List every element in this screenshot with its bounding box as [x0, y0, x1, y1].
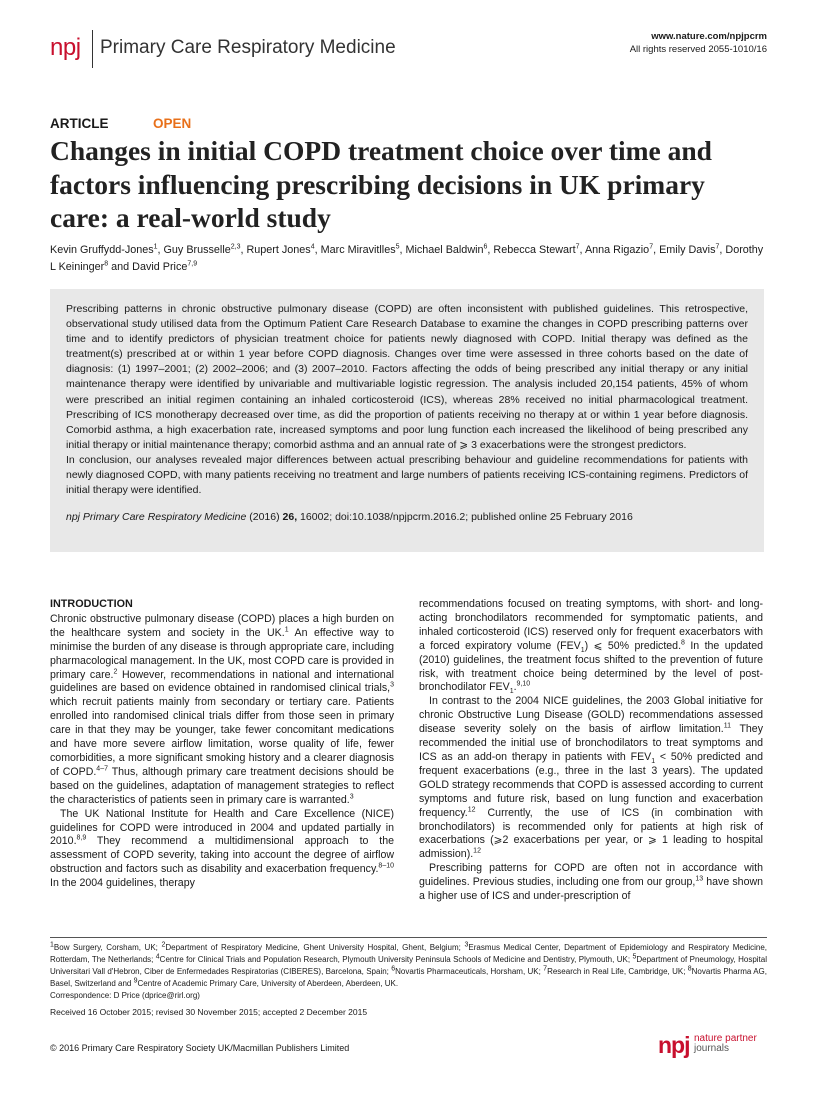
affiliation-text: Centre of Academic Primary Care, University of Aberdeen, Aberdeen, UK. [137, 979, 399, 988]
author: Anna Rigazio [584, 244, 650, 256]
body-paragraph: In contrast to the 2004 NICE guidelines, the 2003 Global initiative for chronic Obstructive Lung Disease (GOLD) recommendations assessed disease severity solely on the basis of airflow limitation.$^{11}$ They recommended the initial use of bronchodilators to treat symptoms and ICS as an add-on therapy in patients with $FEV_1 < 50\%$ predicted and frequent exacerbations (e.g., three in the last 3 years). The updated GOLD strategy recommends that COPD is assessed according to current symptoms and future risk, based on lung function and exacerbation frequency.$^{12}$ Currently, the use of ICS (in combination with bronchodilators) is recommended only for patients at high risk of exacerbations (⩾2 exacerbations per year, or ⩾ 1 leading to hospital admission).$^{12}$ [419, 695, 764, 861]
body-column-left [50, 598, 394, 891]
author: Kevin Gruffydd-Jones [50, 244, 154, 256]
received-dates: Received 16 October 2015; revised 30 November 2015; accepted 2 December 2015 [50, 1007, 368, 1017]
affiliation-text: Department of Pneumology, Hospital Universitari Vall d'Hebron, Ciber de Enfermedades Respiratorias (CIBERES), Barcelona, Spain; [50, 955, 767, 976]
affiliation-text: Department of Respiratory Medicine, Ghent University Hospital, Ghent, Belgium; [165, 943, 465, 952]
article-title: Changes in initial COPD treatment choice over time and factors influencing prescribing decisions in UK primary care: a real-world study [50, 135, 712, 233]
header-divider [92, 30, 93, 68]
affiliation-text: Bow Surgery, Corsham, UK; [53, 943, 162, 952]
author: Rupert Jones [246, 244, 311, 256]
affiliation-list [50, 943, 767, 988]
body-paragraph: The UK National Institute for Health and Care Excellence (NICE) guidelines for COPD were introduced in 2004 and updated partially in 2010.$^{8,9}$ They recommend a multidimensional approach to the assessment of COPD severity, taking into account the degree of airflow obstruction and factors such as disability and exacerbation frequency.$^{8-10}$ In the 2004 guidelines, therapy [50, 807, 394, 890]
body-paragraph: recommendations focused on treating symptoms, with short- and long-acting bronchodilators recommended for symptomatic patients, and inhaled corticosteroid (ICS) reserved only for frequent exacerbators with a forced expiratory volume $(FEV_1)$ ⩽ 50% predicted.$^8$ In the updated (2010) guidelines, the treatment focus shifted to the prevention of future risk, with treatment choice being determined by the level of post-bronchodilator $FEV_1.^{9,10}$ [419, 598, 764, 696]
footnote-divider [50, 937, 767, 938]
affiliations-footnote [50, 942, 767, 1002]
correspondence: Correspondence: D Price (dprice@rirl.org) [50, 991, 200, 1000]
affiliation-number: 1 [50, 941, 54, 949]
abstract-paragraph: Prescribing patterns in chronic obstructive pulmonary disease (COPD) are often inconsistent with published guidelines. This retrospective, observational study utilised data from the Optimum Patient Care Research Database to examine the changes in COPD prescribing patterns over time and to identify predictors of physician treatment choice for patients newly diagnosed with COPD. Initial therapy was defined as the treatment(s) prescribed at or within 1 year before COPD diagnosis. Changes over time were assessed in three cohorts based on the date of diagnosis: (1) 1997–2001; (2) 2002–2006; and (3) 2007–2010. Factors affecting the odds of being prescribed any initial therapy or any initial maintenance therapy were identified by univariable and multivariable logistic regression. The analysis included 20,154 patients, 45% of whom were prescribed an initial regimen containing an inhaled corticosteroid (ICS), whereas 28% received no initial pharmacological treatment. Prescribing of ICS monotherapy decreased over time, as did the proportion of patients receiving no therapy at or within 1 year before diagnosis. Comorbid asthma, a high exacerbation rate, increased symptoms and poor lung function each increased the likelihood of being prescribed any initial therapy or initial maintenance therapy; comorbid asthma and an annual rate of ⩾ 3 exacerbations were the strongest predictors. [66, 303, 748, 451]
body-column-right [419, 598, 763, 904]
open-access-badge: OPEN [153, 116, 192, 131]
body-paragraph: Prescribing patterns for COPD are often not in accordance with guidelines. Previous studies, including one from our group,$^{13}$ have shown a higher use of ICS and under-prescription of [419, 862, 764, 903]
author: Guy Brusselle [163, 244, 231, 256]
affiliation-number: 3 [464, 941, 469, 949]
affiliation-number: 9 [133, 977, 138, 985]
affiliation-text: Novartis Pharmaceuticals, Horsham, UK; [395, 967, 544, 976]
author: Rebecca Stewart [493, 244, 576, 256]
author: Dorothy L Keininger [50, 244, 764, 273]
affiliation-number: 5 [632, 953, 637, 961]
journal-url[interactable]: www.nature.com/npjpcrm [651, 31, 767, 42]
journal-header [50, 28, 767, 74]
section-heading-introduction: INTRODUCTION [50, 598, 133, 610]
affiliation-text: Erasmus Medical Center, Department of Epidemiology and Respiratory Medicine, Rotterdam, The Netherlands; [50, 943, 768, 964]
affiliation-text: Research in Real Life, Cambridge, UK; [547, 967, 688, 976]
affiliation-number: 8 [687, 965, 692, 973]
npj-logo: npj [50, 34, 81, 61]
copyright: © 2016 Primary Care Respiratory Society UK/Macmillan Publishers Limited [50, 1043, 350, 1053]
author: Marc Miravitlles [320, 244, 396, 256]
abstract-box [50, 289, 764, 552]
rights-text: All rights reserved 2055-1010/16 [629, 44, 767, 55]
article-type: ARTICLE [50, 116, 109, 131]
affiliation-number: 2 [161, 941, 166, 949]
journal-name: Primary Care Respiratory Medicine [100, 37, 396, 58]
header-right [630, 30, 767, 56]
abstract-conclusion: In conclusion, our analyses revealed major differences between actual prescribing behaviour and guideline recommendations for patients with newly diagnosed COPD, with many patients receiving no treatment and large numbers of patients receiving ICS-containing regimens. Predictors of initial therapy were identified. [66, 453, 748, 497]
citation-line: npj Primary Care Respiratory Medicine (2016) 26, 16002; doi:10.1038/npjpcrm.2016.2; published online 25 February 2016 [66, 511, 633, 524]
affiliation-number: 7 [543, 965, 548, 973]
author: Michael Baldwin [405, 244, 484, 256]
author: Emily Davis [659, 244, 716, 256]
author-list: Kevin Gruffydd-Jones$^1$, Guy Brusselle$^{2,3}$, Rupert Jones$^4$, Marc Miravitlles$^5$, Michael Baldwin$^6$, Rebecca Stewart$^7$, Anna Rigazio$^7$, Emily Davis$^7$, Dorothy L Keininger$^8$ and David Price$^{7,9}$ [50, 243, 764, 273]
affiliation-number: 4 [155, 953, 160, 961]
affiliation-text: Centre for Clinical Trials and Population Research, Plymouth University Peninsula Schools of Medicine and Dentistry, Plymouth, UK; [159, 955, 633, 964]
nature-partner-journals-logo: npj nature partner journals [658, 1032, 757, 1058]
affiliation-text: Novartis Pharma AG, Basel, Switzerland and [50, 967, 767, 988]
affiliation-number: 6 [391, 965, 396, 973]
body-paragraph: Chronic obstructive pulmonary disease (COPD) places a high burden on the healthcare system and society in the UK.$^1$ An effective way to minimise the burden of any disease is through appropriate care, including pharmacological management. In the UK, most COPD care is provided in primary care.$^2$ However, recommendations in national and international guidelines are based on evidence obtained in randomised clinical trials,$^3$ which recruit patients mainly from secondary or tertiary care. Patients enrolled into randomised clinical trials differ from those seen in primary care in that they may be younger, take fewer concomitant medications and have more severe airflow limitation, worse quality of life, fewer comorbidities, a more significant smoking history and a clearer diagnosis of COPD.$^{4-7}$ Thus, although primary care treatment decisions should be based on the guidelines, adaptation of management strategies to reflect the characteristics of patients seen in primary care is warranted.$^3$ [50, 612, 394, 806]
author: David Price [132, 260, 188, 273]
